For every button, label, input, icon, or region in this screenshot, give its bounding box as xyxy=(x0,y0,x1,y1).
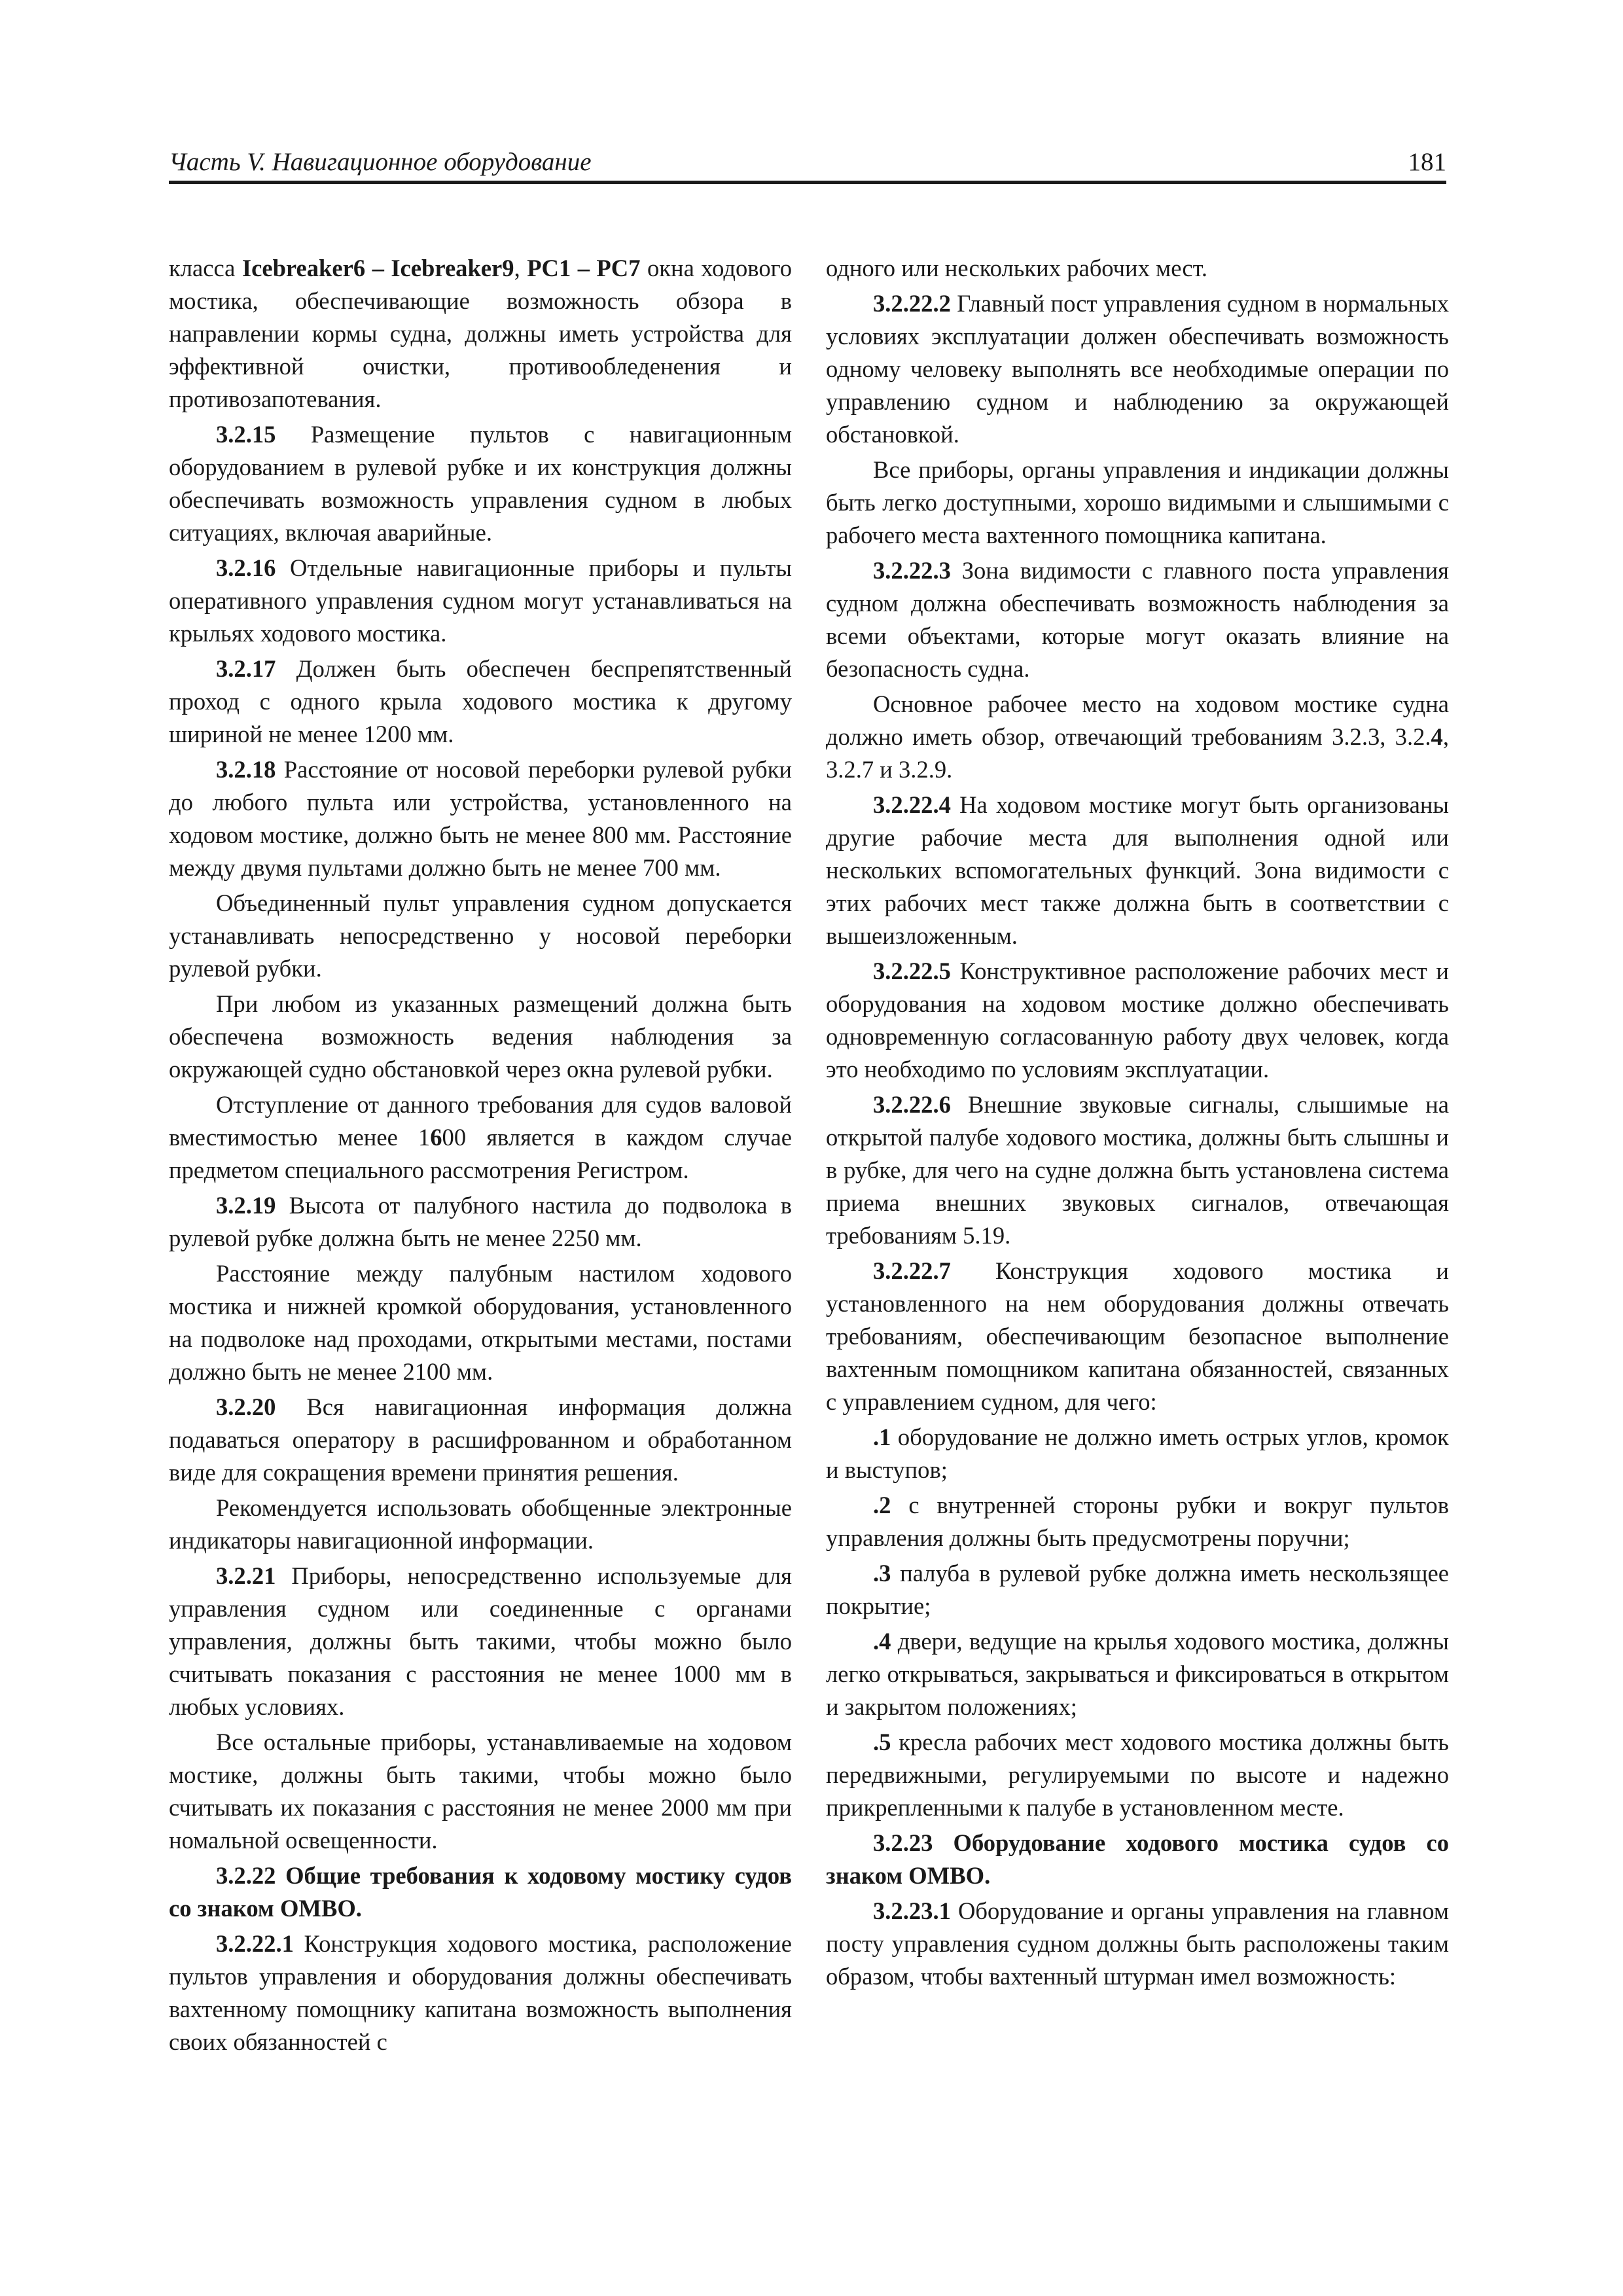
page-header xyxy=(169,143,1446,184)
paragraph xyxy=(169,1560,792,1723)
paragraph xyxy=(169,653,792,751)
paragraph-text: Конструктивное расположение рабочих мест и оборудования на ходовом мостике должно обеспечивать одновременную согласованную работу двух человек, когда это необходимо по условиям эксплуатации. xyxy=(826,958,1449,1083)
clause-number: 3.2.22.7 xyxy=(873,1257,951,1284)
paragraph xyxy=(826,1421,1449,1486)
paragraph xyxy=(169,418,792,549)
clause-number: 3.2.22.1 xyxy=(216,1930,294,1957)
clause-number: .3 xyxy=(873,1560,891,1587)
clause-number: 3.2.22.2 xyxy=(873,290,951,317)
text-run: 00 является в каждом случае предметом специального рассмотрения Регистром. xyxy=(169,1124,792,1183)
paragraph-text: Объединенный пульт управления судном допускается устанавливать непосредственно у носовой переборки рулевой рубки. xyxy=(169,889,792,982)
paragraph xyxy=(169,1391,792,1489)
clause-number: 3.2.17 xyxy=(216,655,276,682)
paragraph-text: Внешние звуковые сигналы, слышимые на открытой палубе ходового мостика, должны быть слышны и в рубке, для чего на судне должна быть установлена система приема внешних звуковых сигналов, отвечающая требованиям 5.19. xyxy=(826,1091,1449,1249)
text-run: , xyxy=(514,255,527,281)
clause-number: .1 xyxy=(873,1424,891,1450)
paragraph xyxy=(826,955,1449,1086)
paragraph xyxy=(169,552,792,650)
paragraph-text: При любом из указанных размещений должна быть обеспечена возможность ведения наблюдения за окружающей судно обстановкой через окна рулевой рубки. xyxy=(169,990,792,1083)
section-heading xyxy=(826,1827,1449,1892)
paragraph-text: Оборудование и органы управления на главном посту управления судном должны быть расположены таким образом, чтобы вахтенный штурман имел возможность: xyxy=(826,1897,1449,1990)
text-run: окна ходового мостика, обеспечивающие возможность обзора в направлении кормы судна, должны иметь устройства для эффективной очистки, противообледенения и противозапотевания. xyxy=(169,255,792,412)
paragraph-text: На ходовом мостике могут быть организованы другие рабочие места для выполнения одной или нескольких вспомогательных функций. Зона видимости с этих рабочих мест также должна быть в соответствии с вышеизложенным. xyxy=(826,791,1449,949)
paragraph-text: Должен быть обеспечен беспрепятственный проход с одного крыла ходового мостика к другому шириной не менее 1200 мм. xyxy=(169,655,792,747)
paragraph xyxy=(169,1189,792,1255)
paragraph-text: с внутренней стороны рубки и вокруг пультов управления должны быть предусмотрены поручни; xyxy=(826,1492,1449,1551)
heading-text: 3.2.23 Оборудование ходового мостика судов со знаком ОМВО. xyxy=(826,1829,1449,1889)
clause-number: 3.2.23.1 xyxy=(873,1897,951,1924)
paragraph xyxy=(826,554,1449,685)
paragraph xyxy=(826,1895,1449,1993)
paragraph xyxy=(826,252,1449,285)
paragraph xyxy=(169,988,792,1086)
paragraph xyxy=(826,454,1449,552)
text-run: Основное рабочее место на ходовом мостике судна должно иметь обзор, отвечающий требованиям 3.2.3, 3.2. xyxy=(826,691,1449,750)
paragraph-text: Размещение пультов с навигационным оборудованием в рулевой рубке и их конструкция должны обеспечивать возможность управления судном в любых ситуациях, включая аварийные. xyxy=(169,421,792,546)
text-run: Отступление от данного требования для судов валовой вместимостью менее 1 xyxy=(169,1091,792,1151)
text-run: Icebreaker6 – Icebreaker9 xyxy=(241,255,514,281)
paragraph xyxy=(169,1928,792,2058)
paragraph xyxy=(826,1625,1449,1723)
paragraph-text: Рекомендуется использовать обобщенные электронные индикаторы навигационной информации. xyxy=(169,1494,792,1554)
paragraph-text: Расстояние между палубным настилом ходового мостика и нижней кромкой оборудования, установленного на подволоке над проходами, открытыми местами, постами должно быть не менее 2100 мм. xyxy=(169,1260,792,1385)
paragraph-text: Расстояние от носовой переборки рулевой рубки до любого пульта или устройства, установленного на ходовом мостике, должно быть не менее 800 мм. Расстояние между двумя пультами должно быть не менее 700 мм. xyxy=(169,756,792,881)
paragraph xyxy=(169,1492,792,1557)
clause-number: .4 xyxy=(873,1628,891,1655)
paragraph xyxy=(826,688,1449,786)
left-column xyxy=(169,252,792,2061)
clause-number: 3.2.22.5 xyxy=(873,958,951,984)
paragraph xyxy=(826,1726,1449,1824)
paragraph-text: Зона видимости с главного поста управления судном должна обеспечивать возможность наблюдения за всеми объектами, которые могут оказать влияние на безопасность судна. xyxy=(826,557,1449,682)
paragraph xyxy=(826,1557,1449,1623)
paragraph xyxy=(169,1257,792,1388)
clause-number: 3.2.19 xyxy=(216,1192,276,1219)
clause-number: .5 xyxy=(873,1729,891,1755)
paragraph-text: Все приборы, органы управления и индикации должны быть легко доступными, хорошо видимыми и слышимыми с рабочего места вахтенного помощника капитана. xyxy=(826,456,1449,548)
paragraph xyxy=(169,1088,792,1187)
paragraph xyxy=(826,789,1449,952)
paragraph xyxy=(169,887,792,985)
paragraph xyxy=(169,1726,792,1857)
text-run: 6 xyxy=(430,1124,442,1151)
paragraph xyxy=(169,753,792,884)
clause-number: 3.2.22.6 xyxy=(873,1091,951,1118)
paragraph xyxy=(826,1255,1449,1418)
clause-number: 3.2.18 xyxy=(216,756,276,783)
paragraph-text: двери, ведущие на крылья ходового мостика, должны легко открываться, закрываться и фиксироваться в открытом и закрытом положениях; xyxy=(826,1628,1449,1720)
paragraph xyxy=(826,1489,1449,1554)
heading-text: 3.2.22 Общие требования к ходовому мостику судов со знаком ОМВО. xyxy=(169,1862,792,1922)
paragraph-text: одного или нескольких рабочих мест. xyxy=(826,255,1207,281)
clause-number: 3.2.22.3 xyxy=(873,557,951,584)
paragraph-text: Конструкция ходового мостика, расположение пультов управления и оборудования должны обеспечивать вахтенному помощнику капитана возможность выполнения своих обязанностей с xyxy=(169,1930,792,2055)
paragraph-text: кресла рабочих мест ходового мостика должны быть передвижными, регулируемыми по высоте и надежно прикрепленными к палубе в установленном месте. xyxy=(826,1729,1449,1821)
right-column xyxy=(826,252,1449,1996)
paragraph-text: Конструкция ходового мостика и установленного на нем оборудования должны отвечать требованиям, обеспечивающим безопасное выполнение вахтенным помощником капитана обязанностей, связанных с управлением судном, для чего: xyxy=(826,1257,1449,1415)
text-run: класса xyxy=(169,255,242,281)
clause-number: .2 xyxy=(873,1492,891,1518)
text-run: , 3.2.7 и 3.2.9. xyxy=(826,723,1449,783)
page-number: 181 xyxy=(1408,148,1446,176)
clause-number: 3.2.20 xyxy=(216,1393,276,1420)
paragraph-text: Высота от палубного настила до подволока в рулевой рубке должна быть не менее 2250 мм. xyxy=(169,1192,792,1251)
paragraph-text: оборудование не должно иметь острых углов, кромок и выступов; xyxy=(826,1424,1449,1483)
text-run: PC1 – PC7 xyxy=(527,255,641,281)
paragraph-text: Приборы, непосредственно используемые для управления судном или соединенные с органами управления, должны быть такими, чтобы можно было считывать показания с расстояния не менее 1000 мм в любых условиях. xyxy=(169,1562,792,1720)
paragraph-text: Главный пост управления судном в нормальных условиях эксплуатации должен обеспечивать возможность одному человеку выполнять все необходимые операции по управлению судном и наблюдению за окружающей обстановкой. xyxy=(826,290,1449,448)
paragraph xyxy=(169,252,792,416)
paragraph-text: Отдельные навигационные приборы и пульты оперативного управления судном могут устанавливаться на крыльях ходового мостика. xyxy=(169,554,792,647)
paragraph xyxy=(826,1088,1449,1252)
paragraph-text: Все остальные приборы, устанавливаемые на ходовом мостике, должны быть такими, чтобы можно было считывать их показания с расстояния не менее 2000 мм при номальной освещенности. xyxy=(169,1729,792,1854)
paragraph-text: Вся навигационная информация должна подаваться оператору в расшифрованном и обработанном виде для сокращения времени принятия решения. xyxy=(169,1393,792,1486)
clause-number: 3.2.22.4 xyxy=(873,791,951,818)
clause-number: 3.2.16 xyxy=(216,554,276,581)
paragraph-text: палуба в рулевой рубке должна иметь нескользящее покрытие; xyxy=(826,1560,1449,1619)
clause-number: 3.2.21 xyxy=(216,1562,276,1589)
section-heading xyxy=(169,1859,792,1925)
text-run: 4 xyxy=(1431,723,1443,750)
clause-number: 3.2.15 xyxy=(216,421,276,448)
header-title: Часть V. Навигационное оборудование xyxy=(169,148,592,176)
paragraph xyxy=(826,287,1449,451)
